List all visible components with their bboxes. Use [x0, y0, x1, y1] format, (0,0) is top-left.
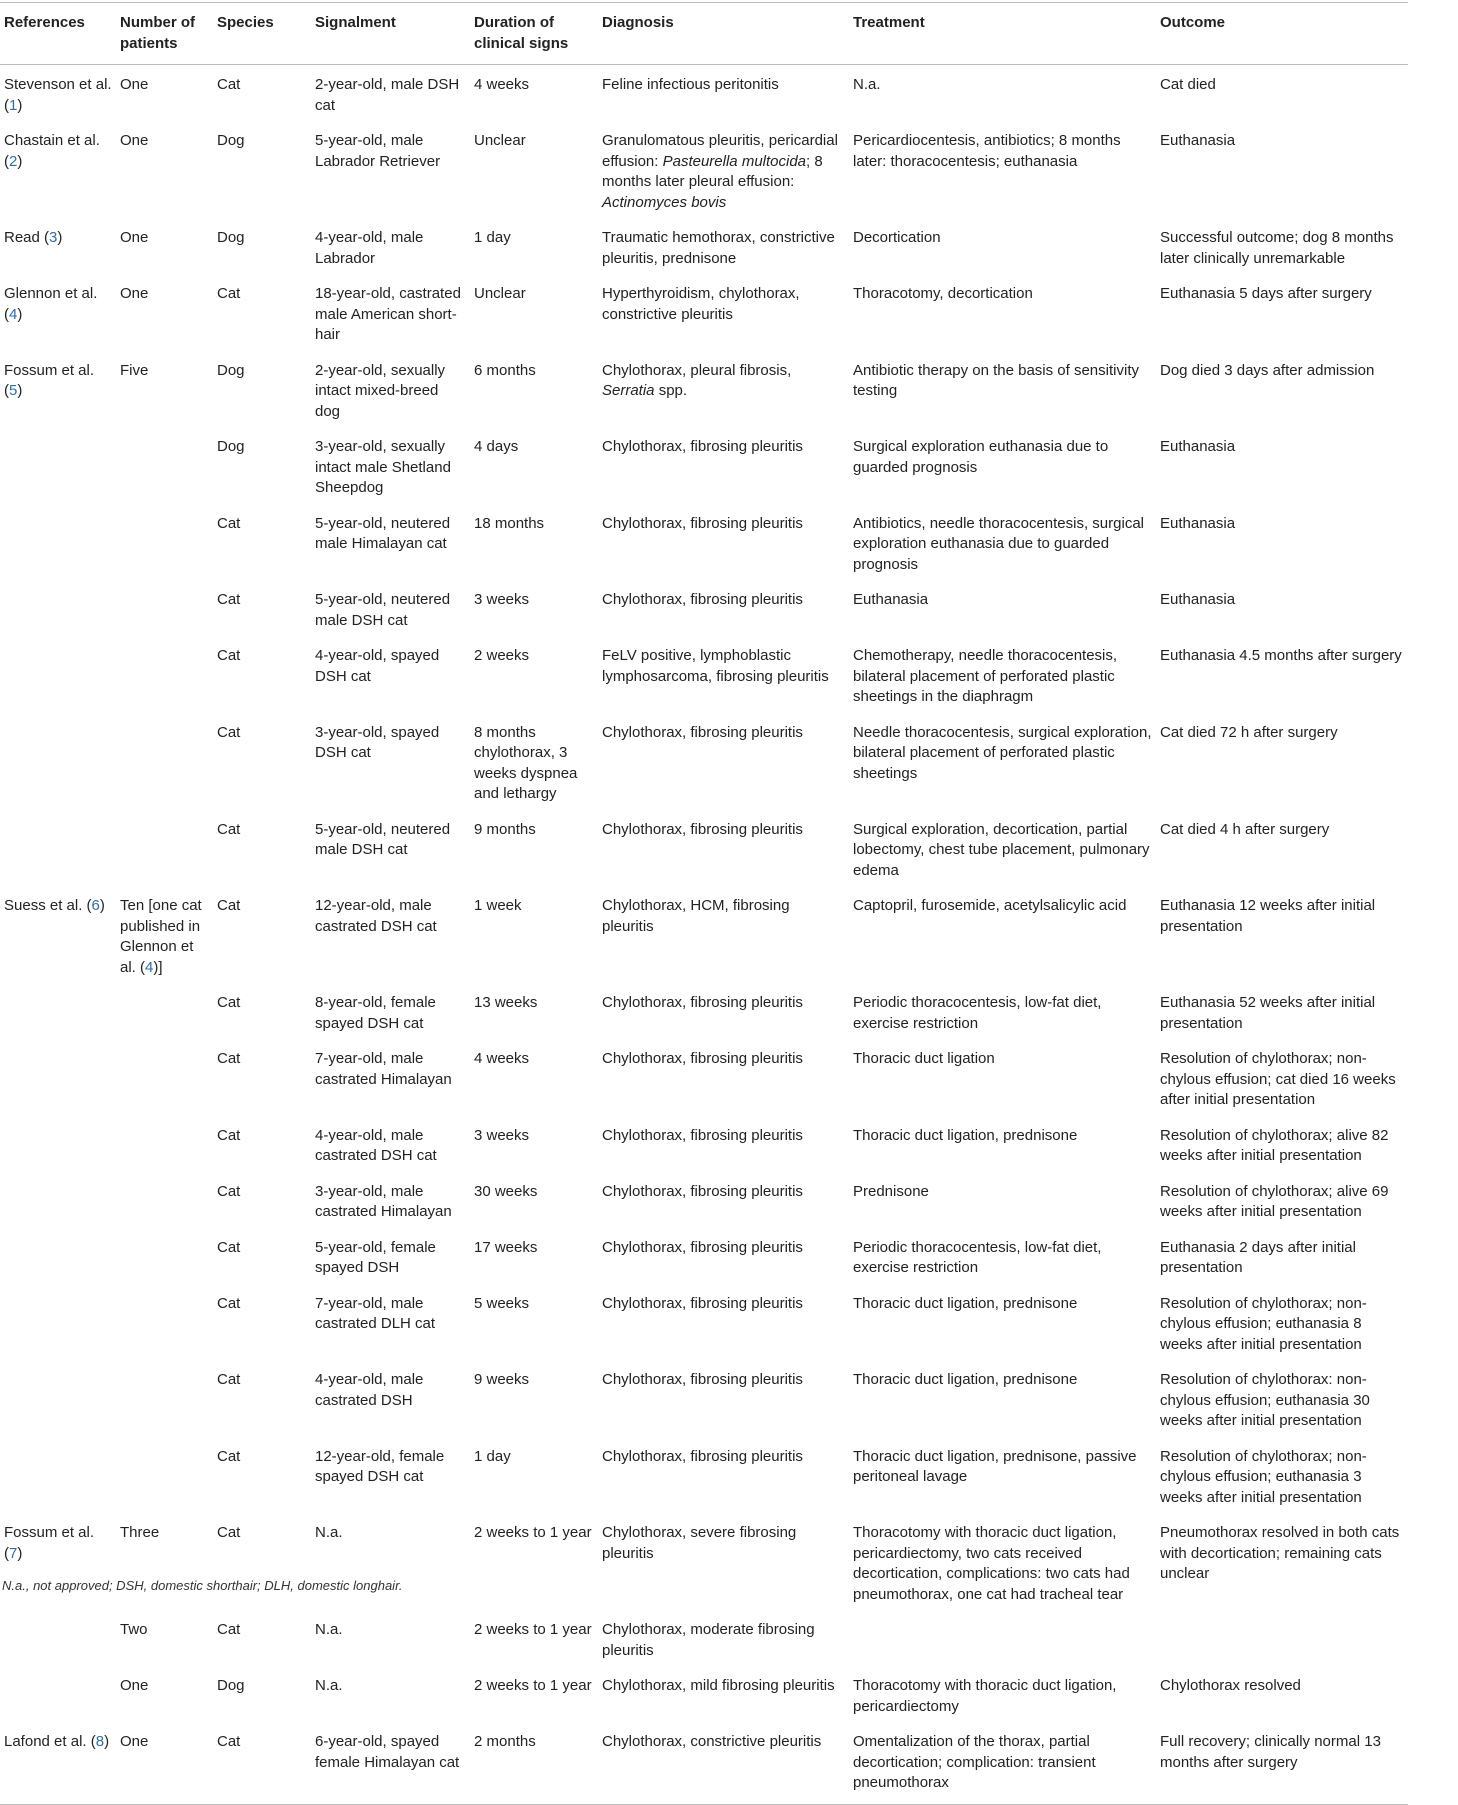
reference-cell: Stevenson et al. (1): [4, 76, 112, 114]
duration-cell: 8 months chylothorax, 3 weeks dyspnea and lethargy: [474, 723, 578, 802]
duration-cell: 2 weeks to 1 year: [474, 1524, 592, 1541]
signalment-cell: 2-year-old, male DSH cat: [315, 76, 460, 114]
reference-cell: [0, 1039, 116, 1116]
outcome-cell: Euthanasia 5 days after surgery: [1160, 285, 1372, 302]
signalment-cell: 7-year-old, male castrated Himalayan: [315, 1050, 452, 1088]
reference-link[interactable]: 5: [9, 382, 18, 399]
signalment-cell: 2-year-old, sexually intact mixed-breed dog: [315, 361, 446, 420]
outcome-cell: [1156, 1610, 1408, 1666]
diagnosis-cell: Chylothorax, fibrosing pleuritis: [602, 1447, 803, 1465]
patients-cell: [116, 1039, 213, 1116]
table-row: [0, 351, 1408, 428]
table-row: [0, 1437, 1408, 1514]
diagnosis-cell: Chylothorax, HCM, fibrosing pleuritis: [602, 897, 790, 935]
diagnosis-cell: Traumatic hemothorax, constrictive pleuritis, prednisone: [602, 229, 835, 267]
signalment-cell: 5-year-old, neutered male DSH cat: [315, 820, 451, 858]
species-cell: Cat: [217, 647, 241, 664]
reference-cell: [0, 810, 116, 887]
table-row: [0, 983, 1408, 1039]
patients-cell: [116, 1360, 213, 1437]
patients-cell: [116, 636, 213, 713]
treatment-cell: [849, 1610, 1156, 1666]
outcome-cell: Resolution of chylothorax; non-chylous effusion; euthanasia 3 weeks after initial presentation: [1160, 1447, 1367, 1506]
col-outcome: Outcome: [1156, 3, 1408, 65]
patients-cell: [116, 1284, 213, 1361]
signalment-cell: N.a.: [315, 1524, 343, 1541]
duration-cell: 4 weeks: [474, 76, 530, 93]
treatment-cell: Omentalization of the thorax, partial decortication; complication: transient pneumothorax: [849, 1722, 1156, 1804]
table-row: [0, 713, 1408, 810]
diagnosis-cell: Chylothorax, severe fibrosing pleuritis: [602, 1524, 797, 1562]
table-row: [0, 274, 1408, 351]
col-signalment: Signalment: [311, 3, 470, 65]
reference-cell: [0, 1116, 116, 1172]
signalment-cell: 7-year-old, male castrated DLH cat: [315, 1294, 436, 1332]
treatment-cell: Periodic thoracocentesis, low-fat diet, exercise restriction: [853, 1238, 1102, 1276]
signalment-cell: 4-year-old, spayed DSH cat: [315, 647, 440, 685]
species-cell: Dog: [217, 132, 245, 149]
duration-cell: 6 months: [474, 361, 536, 379]
diagnosis-cell: Chylothorax, fibrosing pleuritis: [602, 820, 803, 838]
duration-cell: 30 weeks: [474, 1182, 538, 1200]
patients-cell: Ten [one cat published in Glennon et al. (4)]: [120, 897, 202, 976]
species-cell: Dog: [217, 438, 245, 455]
diagnosis-cell: Chylothorax, mild fibrosing pleuritis: [602, 1677, 835, 1694]
reference-link[interactable]: 1: [9, 96, 18, 114]
species-cell: Cat: [217, 1050, 241, 1067]
signalment-cell: 12-year-old, female spayed DSH cat: [315, 1447, 445, 1485]
reference-cell: Read (3): [4, 229, 63, 246]
case-summary-table: [0, 2, 1408, 1805]
species-cell: Cat: [217, 1294, 241, 1312]
signalment-cell: 18-year-old, castrated male American short-hair: [315, 285, 461, 343]
species-cell: Cat: [217, 285, 241, 302]
reference-cell: [0, 1437, 116, 1514]
table-row: [0, 218, 1408, 274]
signalment-cell: 5-year-old, male Labrador Retriever: [315, 132, 441, 170]
species-cell: Dog: [217, 361, 245, 379]
table-row: [0, 427, 1408, 504]
diagnosis-cell: Chylothorax, fibrosing pleuritis: [602, 1371, 803, 1388]
diagnosis-cell: Chylothorax, moderate fibrosing pleuritis: [602, 1621, 815, 1659]
reference-link[interactable]: 6: [91, 897, 100, 914]
reference-cell: [0, 1172, 116, 1228]
signalment-cell: N.a.: [315, 1677, 343, 1694]
diagnosis-cell: Chylothorax, fibrosing pleuritis: [602, 1182, 803, 1200]
diagnosis-cell: Chylothorax, constrictive pleuritis: [598, 1722, 849, 1804]
reference-cell: [0, 1284, 116, 1361]
patients-cell: One: [120, 132, 149, 149]
species-cell: Cat: [217, 1447, 241, 1465]
patients-cell: One: [120, 229, 149, 246]
signalment-cell: 6-year-old, spayed female Himalayan cat: [311, 1722, 470, 1804]
duration-cell: 2 months: [470, 1722, 598, 1804]
duration-cell: 18 months: [474, 514, 545, 532]
signalment-cell: 3-year-old, male castrated Himalayan: [315, 1182, 452, 1220]
diagnosis-cell: Hyperthyroidism, chylothorax, constrictive pleuritis: [602, 285, 800, 323]
duration-cell: 9 months: [474, 820, 536, 838]
reference-cell: [0, 427, 116, 504]
species-cell: Cat: [217, 1182, 241, 1200]
outcome-cell: Euthanasia: [1160, 132, 1236, 149]
duration-cell: 2 weeks to 1 year: [474, 1621, 592, 1638]
reference-cell: Chastain et al. (2): [4, 132, 100, 170]
outcome-cell: Pneumothorax resolved in both cats with decortication; remaining cats unclear: [1160, 1524, 1400, 1582]
treatment-cell: Thoracotomy with thoracic duct ligation, pericardiectomy, two cats received decortication, complications: two cats had pneumothorax, one cat had tracheal tear: [853, 1524, 1130, 1603]
species-cell: Cat: [217, 1126, 241, 1144]
header-row: [0, 3, 1408, 65]
outcome-cell: Euthanasia 12 weeks after initial presentation: [1160, 897, 1376, 935]
table-row: [0, 580, 1408, 636]
reference-cell: Glennon et al. (4): [4, 285, 98, 323]
outcome-cell: Cat died 4 h after surgery: [1160, 820, 1330, 838]
reference-cell: Fossum et al. (7): [4, 1524, 95, 1562]
outcome-cell: Euthanasia 2 days after initial presentation: [1160, 1238, 1356, 1276]
reference-cell: [0, 1610, 116, 1666]
table-row: [0, 1172, 1408, 1228]
outcome-cell: Successful outcome; dog 8 months later clinically unremarkable: [1160, 229, 1394, 267]
col-number-of-patients: Number of patients: [116, 3, 213, 65]
reference-cell: Lafond et al. (8): [0, 1722, 116, 1804]
reference-cell: [0, 713, 116, 810]
treatment-cell: Periodic thoracocentesis, low-fat diet, exercise restriction: [853, 994, 1102, 1032]
outcome-cell: Dog died 3 days after admission: [1160, 361, 1375, 379]
duration-cell: 17 weeks: [474, 1238, 538, 1256]
treatment-cell: Thoracic duct ligation, prednisone: [853, 1294, 1078, 1312]
table-row: [0, 1284, 1408, 1361]
diagnosis-cell: FeLV positive, lymphoblastic lymphosarcoma, fibrosing pleuritis: [602, 647, 829, 685]
outcome-cell: Euthanasia: [1160, 514, 1236, 532]
reference-cell: [0, 504, 116, 581]
col-treatment: Treatment: [849, 3, 1156, 65]
diagnosis-cell: Chylothorax, fibrosing pleuritis: [602, 438, 803, 455]
patients-cell: [116, 983, 213, 1039]
duration-cell: 4 weeks: [474, 1050, 530, 1067]
reference-cell: [0, 983, 116, 1039]
duration-cell: 1 week: [474, 897, 522, 914]
diagnosis-cell: Chylothorax, fibrosing pleuritis: [602, 514, 803, 532]
table-row: [0, 1039, 1408, 1116]
table-body: [0, 65, 1408, 1805]
signalment-cell: 3-year-old, sexually intact male Shetland Sheepdog: [315, 438, 451, 496]
patients-cell: Two: [120, 1621, 148, 1638]
duration-cell: 1 day: [474, 229, 511, 246]
col-diagnosis: Diagnosis: [598, 3, 849, 65]
species-cell: Cat: [217, 1621, 241, 1638]
table-row: [0, 121, 1408, 218]
treatment-cell: N.a.: [853, 76, 881, 93]
diagnosis-cell: Granulomatous pleuritis, pericardial effusion: Pasteurella multocida; 8 months later pleural effusion: Actinomyces bovis: [602, 132, 838, 211]
outcome-cell: Cat died: [1160, 76, 1216, 93]
signalment-cell: 5-year-old, female spayed DSH: [315, 1238, 436, 1276]
table-row: [0, 1610, 1408, 1666]
reference-cell: Fossum et al. (5): [4, 361, 95, 399]
patients-cell: [116, 427, 213, 504]
reference-link[interactable]: 3: [49, 229, 58, 246]
patients-cell: [116, 1437, 213, 1514]
signalment-cell: 4-year-old, male Labrador: [315, 229, 424, 267]
outcome-cell: Cat died 72 h after surgery: [1160, 723, 1338, 741]
treatment-cell: Pericardiocentesis, antibiotics; 8 months later: thoracocentesis; euthanasia: [853, 132, 1121, 170]
patients-cell: One: [120, 76, 149, 93]
duration-cell: Unclear: [474, 132, 526, 149]
patients-cell: One: [116, 1722, 213, 1804]
table-row: [0, 504, 1408, 581]
duration-cell: 2 weeks: [474, 647, 530, 664]
treatment-cell: Thoracic duct ligation, prednisone, passive peritoneal lavage: [853, 1447, 1137, 1485]
species-cell: Cat: [213, 1722, 311, 1804]
treatment-cell: Surgical exploration, decortication, partial lobectomy, chest tube placement, pulmonary edema: [853, 820, 1150, 879]
species-cell: Dog: [217, 1677, 245, 1694]
patients-cell: [116, 504, 213, 581]
table-row: [0, 1360, 1408, 1437]
outcome-cell: Resolution of chylothorax; alive 82 weeks after initial presentation: [1160, 1126, 1389, 1164]
diagnosis-cell: Chylothorax, fibrosing pleuritis: [602, 723, 803, 741]
duration-cell: 2 weeks to 1 year: [474, 1677, 592, 1694]
reference-cell: Suess et al. (6): [4, 897, 105, 914]
table-row: [0, 1513, 1408, 1610]
species-cell: Cat: [217, 591, 241, 608]
reference-link[interactable]: 2: [9, 152, 18, 170]
reference-link[interactable]: 4: [145, 958, 154, 976]
diagnosis-cell: Chylothorax, pleural fibrosis, Serratia spp.: [602, 361, 792, 399]
signalment-cell: N.a.: [315, 1621, 343, 1638]
signalment-cell: 4-year-old, male castrated DSH cat: [315, 1126, 437, 1164]
reference-link[interactable]: 7: [9, 1544, 18, 1562]
species-cell: Cat: [217, 514, 241, 532]
reference-cell: [0, 580, 116, 636]
outcome-cell: Euthanasia 52 weeks after initial presentation: [1160, 994, 1376, 1032]
diagnosis-cell: Chylothorax, fibrosing pleuritis: [602, 1050, 803, 1067]
duration-cell: Unclear: [474, 285, 526, 302]
treatment-cell: Antibiotics, needle thoracocentesis, surgical exploration euthanasia due to guarded prognosis: [853, 514, 1144, 573]
table-row: [0, 1116, 1408, 1172]
patients-cell: [116, 580, 213, 636]
species-cell: Cat: [217, 1371, 241, 1388]
table-row: [0, 1666, 1408, 1722]
diagnosis-cell: Chylothorax, fibrosing pleuritis: [602, 1294, 803, 1312]
table-row: [0, 810, 1408, 887]
treatment-cell: Thoracic duct ligation, prednisone: [853, 1371, 1078, 1388]
duration-cell: 3 weeks: [474, 1126, 530, 1144]
treatment-cell: Euthanasia: [853, 591, 929, 608]
treatment-cell: Thoracic duct ligation, prednisone: [853, 1126, 1078, 1144]
diagnosis-cell: Chylothorax, fibrosing pleuritis: [602, 1126, 803, 1144]
treatment-cell: Chemotherapy, needle thoracocentesis, bilateral placement of perforated plastic sheetings in the diaphragm: [853, 647, 1118, 705]
species-cell: Cat: [217, 1238, 241, 1256]
signalment-cell: 12-year-old, male castrated DSH cat: [315, 897, 437, 935]
signalment-cell: 5-year-old, neutered male Himalayan cat: [315, 514, 451, 552]
species-cell: Cat: [217, 897, 241, 914]
outcome-cell: Full recovery; clinically normal 13 months after surgery: [1156, 1722, 1408, 1804]
species-cell: Cat: [217, 820, 241, 838]
duration-cell: 13 weeks: [474, 994, 538, 1011]
reference-cell: [0, 636, 116, 713]
table-row: [0, 1722, 1408, 1804]
patients-cell: Three: [120, 1524, 160, 1541]
outcome-cell: Euthanasia: [1160, 438, 1236, 455]
reference-cell: [0, 1360, 116, 1437]
duration-cell: 1 day: [474, 1447, 511, 1465]
duration-cell: 4 days: [474, 438, 519, 455]
species-cell: Cat: [217, 723, 241, 741]
outcome-cell: Resolution of chylothorax; non-chylous effusion; euthanasia 8 weeks after initial presentation: [1160, 1294, 1367, 1353]
table-row: [0, 636, 1408, 713]
species-cell: Cat: [217, 76, 241, 93]
table-row: [0, 65, 1408, 122]
patients-cell: One: [120, 1677, 149, 1694]
patients-cell: [116, 810, 213, 887]
signalment-cell: 5-year-old, neutered male DSH cat: [315, 591, 451, 629]
species-cell: Dog: [217, 229, 245, 246]
col-duration: Duration of clinical signs: [470, 3, 598, 65]
reference-cell: [0, 1666, 116, 1722]
col-references: References: [0, 3, 116, 65]
treatment-cell: Prednisone: [853, 1182, 929, 1200]
table-footnote: N.a., not approved; DSH, domestic shorthair; DLH, domestic longhair.: [2, 1578, 403, 1593]
treatment-cell: Thoracic duct ligation: [853, 1050, 995, 1067]
treatment-cell: Needle thoracocentesis, surgical exploration, bilateral placement of perforated plastic sheetings: [853, 723, 1152, 782]
reference-cell: [0, 1228, 116, 1284]
table-row: [0, 886, 1408, 983]
duration-cell: 5 weeks: [474, 1294, 530, 1312]
outcome-cell: Resolution of chylothorax: non-chylous effusion; euthanasia 30 weeks after initial presentation: [1160, 1371, 1370, 1429]
treatment-cell: Thoracotomy, decortication: [853, 285, 1033, 302]
outcome-cell: Resolution of chylothorax; alive 69 weeks after initial presentation: [1160, 1182, 1389, 1220]
col-species: Species: [213, 3, 311, 65]
treatment-cell: Decortication: [853, 229, 941, 246]
reference-link[interactable]: 4: [9, 305, 18, 323]
diagnosis-cell: Chylothorax, fibrosing pleuritis: [602, 591, 803, 608]
treatment-cell: Thoracotomy with thoracic duct ligation, pericardiectomy: [853, 1677, 1117, 1715]
patients-cell: [116, 1116, 213, 1172]
patients-cell: Five: [120, 361, 149, 379]
duration-cell: 3 weeks: [474, 591, 530, 608]
diagnosis-cell: Chylothorax, fibrosing pleuritis: [602, 1238, 803, 1256]
outcome-cell: Euthanasia 4.5 months after surgery: [1160, 647, 1402, 664]
outcome-cell: Chylothorax resolved: [1160, 1677, 1301, 1694]
diagnosis-cell: Chylothorax, fibrosing pleuritis: [602, 994, 803, 1011]
diagnosis-cell: Feline infectious peritonitis: [602, 76, 779, 93]
patients-cell: [116, 713, 213, 810]
duration-cell: 9 weeks: [474, 1371, 530, 1388]
table-row: [0, 1228, 1408, 1284]
outcome-cell: Resolution of chylothorax; non-chylous effusion; cat died 16 weeks after initial presentation: [1160, 1050, 1396, 1108]
patients-cell: [116, 1172, 213, 1228]
species-cell: Cat: [217, 1524, 241, 1541]
species-cell: Cat: [217, 994, 241, 1011]
treatment-cell: Surgical exploration euthanasia due to guarded prognosis: [853, 438, 1109, 476]
signalment-cell: 3-year-old, spayed DSH cat: [315, 723, 440, 761]
patients-cell: [116, 1228, 213, 1284]
treatment-cell: Captopril, furosemide, acetylsalicylic acid: [853, 897, 1127, 914]
signalment-cell: 8-year-old, female spayed DSH cat: [315, 994, 436, 1032]
treatment-cell: Antibiotic therapy on the basis of sensitivity testing: [853, 361, 1139, 399]
outcome-cell: Euthanasia: [1160, 591, 1236, 608]
patients-cell: One: [120, 285, 149, 302]
signalment-cell: 4-year-old, male castrated DSH: [315, 1371, 424, 1409]
reference-link[interactable]: 8: [95, 1733, 105, 1750]
